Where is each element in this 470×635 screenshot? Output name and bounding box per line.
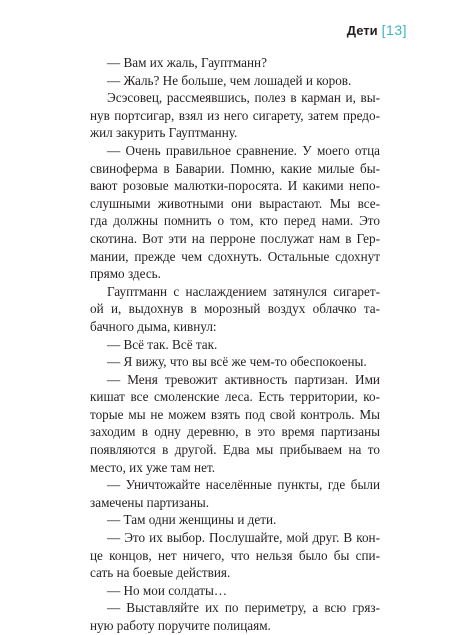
text-line: — Всё так. Всё так. [107,336,218,352]
text-line: свиноферма в Баварии. Помню, какие милые бы- [90,160,380,176]
text-line: появляются в другой. Едва мы прибываем на то [90,442,380,458]
text-line: заходим в одну деревню, в это время партизаны [90,424,380,440]
chapter-title: Дети [346,23,378,38]
text-line: — Жаль? Не больше, чем лошадей и коров. [107,72,352,88]
text-line: — Выставляйте их по периметру, а всю гряз- [107,600,380,616]
text-line: место, их уже там нет. [90,459,216,475]
text-line: — Я вижу, что вы всё же чем-то обеспокоены. [107,354,367,370]
text-line: прямо здесь. [90,266,161,282]
text-line: — Очень правильное сравнение. У моего отца [107,142,380,158]
text-line: — Но мои солдаты… [107,582,228,598]
text-line: — Меня тревожит активность партизан. Ими [107,371,380,387]
text-line: ой и, выдохнув в морозный воздух облачко та- [90,301,380,317]
text-line: — Это их выбор. Послушайте, мой друг. В кон- [107,530,380,546]
text-line: це концов, нет ничего, что нельзя было бы спи- [90,547,380,563]
text-line: слушными животными они вырастают. Мы все- [90,195,380,211]
text-line: вают розовые малютки-поросята. И какими непо- [90,178,380,194]
text-line: торые мы не можем взять под свой контроль. Мы [90,406,380,422]
text-line: скотина. Вот эти на перроне послужат нам в Гер- [90,230,380,246]
running-header [347,22,407,38]
text-line: жил закурить Гауптманну. [90,125,238,141]
text-line: мании, прежде чем сдохнуть. Остальные сдохнут [90,248,380,264]
page-number: [13] [381,22,407,38]
body-text [90,54,380,635]
text-line: кишат все смоленские леса. Есть территории, ко- [90,389,380,405]
text-line: — Вам их жаль, Гауптманн? [107,55,267,70]
text-line: гда должны помнить о том, кто перед нами. Это [90,213,380,229]
text-line: — Там одни женщины и дети. [107,512,277,528]
text-line: сать на боевые действия. [90,565,231,581]
text-line: Гауптманн с наслаждением затянулся сигарет- [107,283,380,299]
text-line: замечены партизаны. [90,494,210,510]
text-line: Эсэсовец, рассмеявшись, полез в карман и, вы- [107,90,380,106]
text-line: нув портсигар, взял из него сигарету, затем предо- [90,107,380,123]
text-line: ную работу поручите полицаям. [90,618,271,633]
text-line: — Уничтожайте населённые пункты, где были [107,477,380,493]
text-line: бачного дыма, кивнул: [90,318,217,334]
